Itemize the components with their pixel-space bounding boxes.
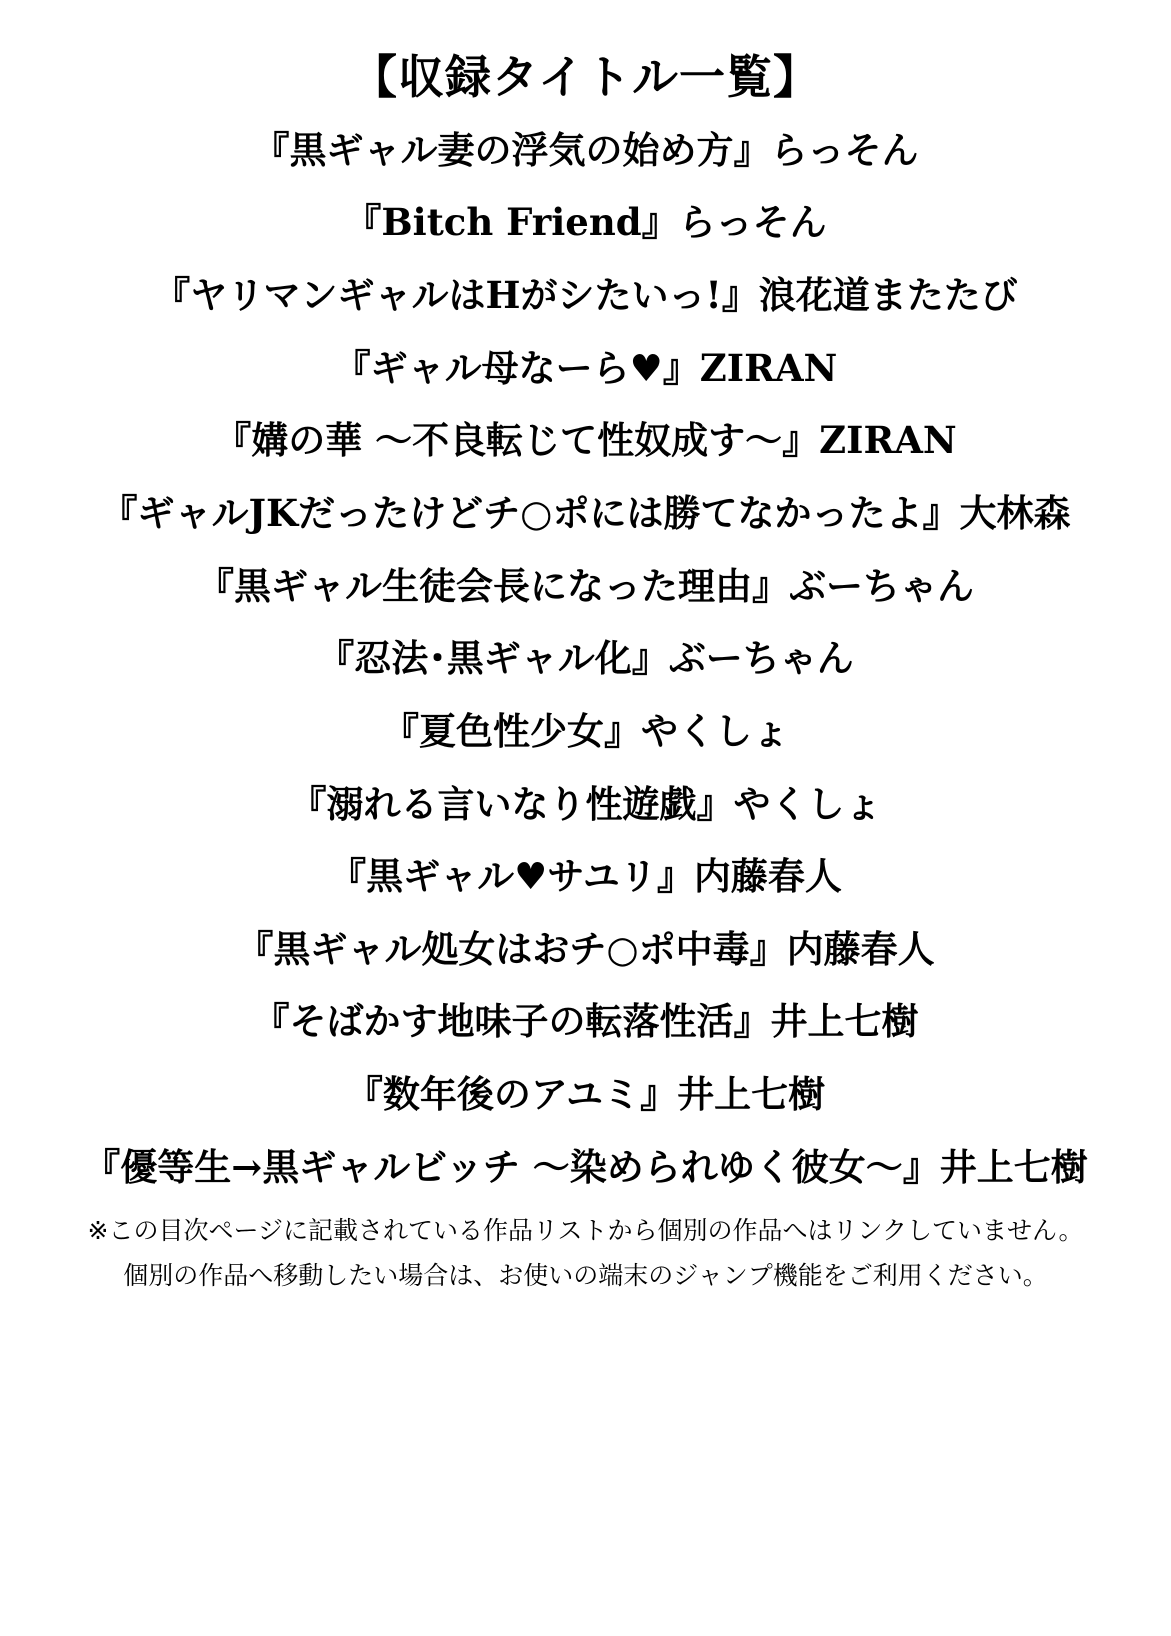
list-item: 『数年後のアユミ』井上七樹	[345, 1072, 826, 1117]
note-line: 個別の作品へ移動したい場合は、お使いの端末のジャンプ機能をご利用ください。	[123, 1260, 1048, 1290]
note-line: ※この目次ページに記載されている作品リストから個別の作品へはリンクしていません。	[87, 1216, 1084, 1246]
list-item: 『黒ギャル処女はおチ○ポ中毒』内藤春人	[236, 926, 935, 971]
list-item: 『ギャルJKだったけどチ○ポには勝てなかったよ』大林森	[100, 490, 1071, 535]
toc-list	[40, 129, 1131, 1208]
list-item: 『そばかす地味子の転落性活』井上七樹	[252, 999, 919, 1044]
list-item: 『溺れる言いなり性遊戯』やくしょ	[289, 781, 882, 826]
list-item: 『黒ギャル生徒会長になった理由』ぶーちゃん	[197, 563, 974, 608]
list-item: 『夏色性少女』やくしょ	[382, 708, 789, 753]
footer-notes	[40, 1213, 1131, 1302]
list-item: 『黒ギャル妻の浮気の始め方』らっそん	[252, 127, 919, 172]
list-item: 『ギャル母なーら♥』ZIRAN	[333, 345, 838, 390]
list-item: 『黒ギャル♥サユリ』内藤春人	[329, 854, 842, 899]
list-item: 『Bitch Friend』らっそん	[344, 200, 827, 245]
list-item: 『忍法･黒ギャル化』ぶーちゃん	[317, 636, 854, 681]
page-title: 【収録タイトル一覧】	[350, 50, 821, 104]
list-item: 『優等生→黒ギャルビッチ 〜染められゆく彼女〜』井上七樹	[83, 1144, 1088, 1189]
list-item: 『ヤリマンギャルはHがシたいっ!』浪花道またたび	[153, 272, 1018, 317]
list-item: 『媾の華 〜不良転じて性奴成す〜』ZIRAN	[214, 418, 957, 463]
